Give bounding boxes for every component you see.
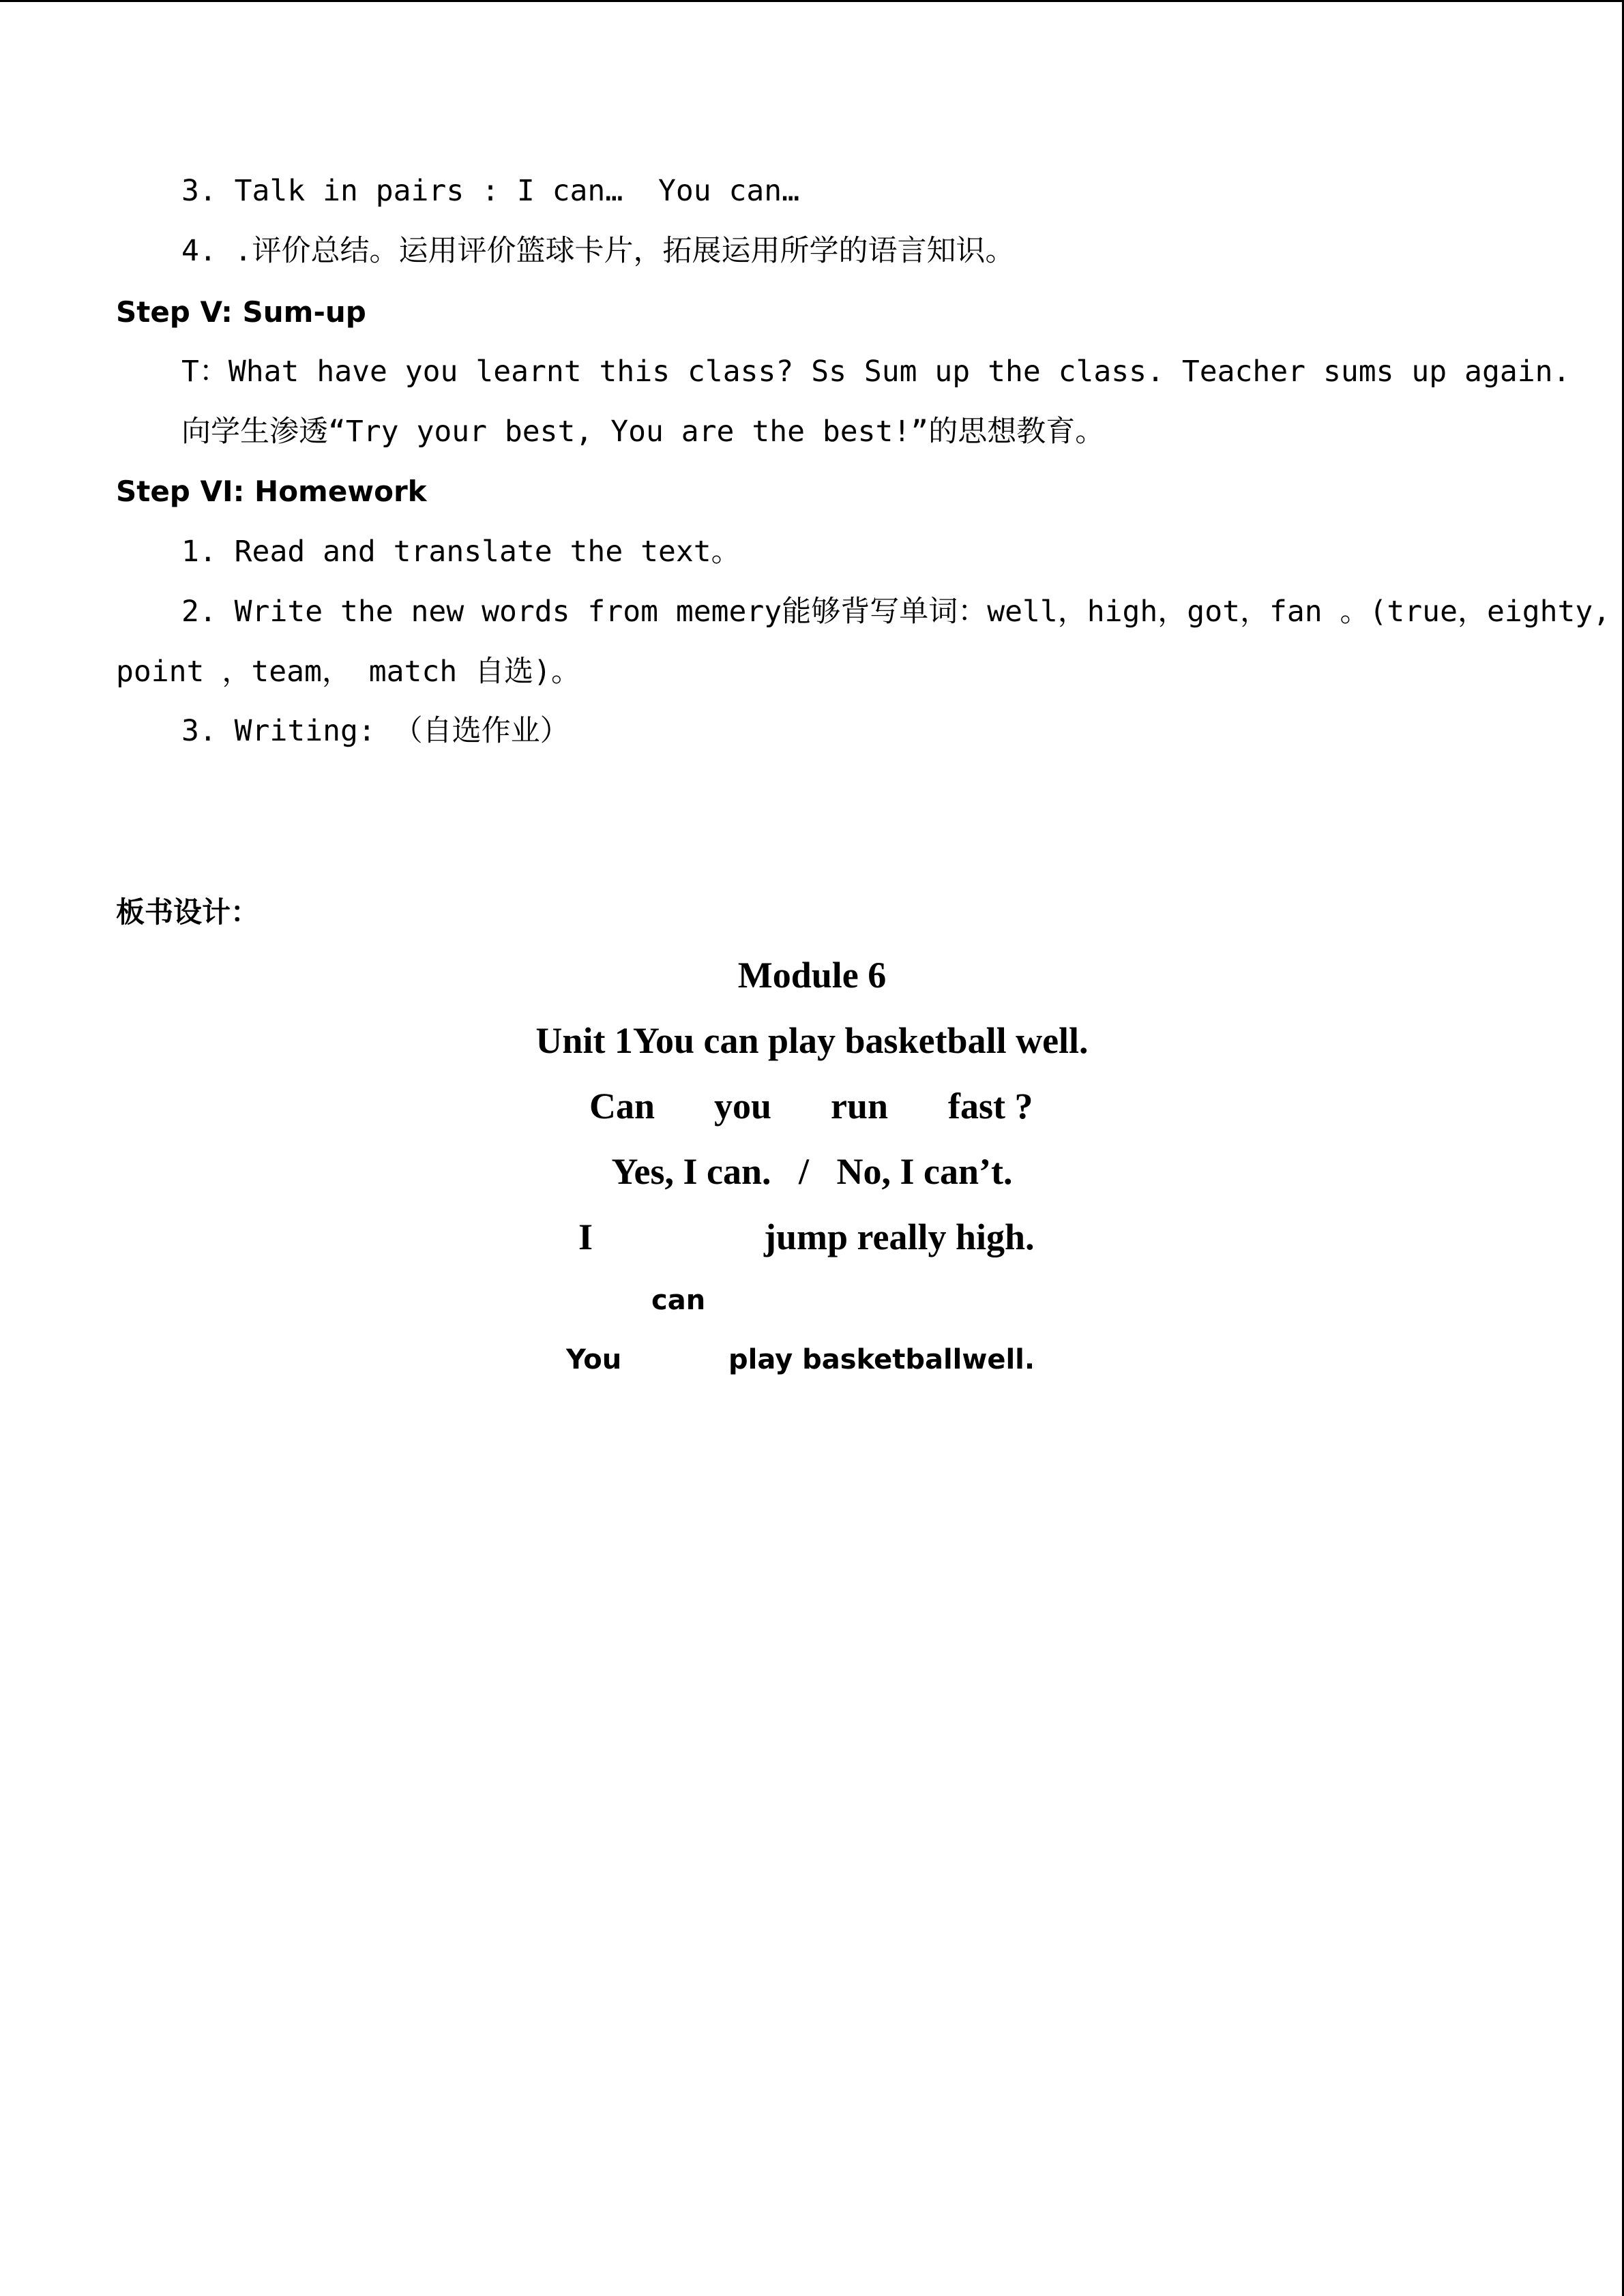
- board-row-play: play basketballwell.: [728, 1344, 1035, 1375]
- step6-heading: Step VI: Homework: [116, 475, 427, 508]
- homework-item-3: 3. Writing: （自选作业）: [181, 714, 570, 748]
- board-question-you: you: [714, 1086, 772, 1127]
- board-row-can: can: [651, 1285, 706, 1316]
- homework-item-2: 2. Write the new words from memery能够背写单词：well，high，got，fan 。(true，eighty,: [181, 595, 1611, 629]
- board-design-heading: 板书设计：: [116, 895, 260, 929]
- board-question-can: Can: [589, 1086, 655, 1127]
- step5-line-2: 向学生渗透“Try your best, You are the best!”的思想教育。: [181, 415, 1105, 449]
- board-row-i: I: [578, 1217, 593, 1257]
- board-unit-title: Unit 1You can play basketball well.: [535, 1020, 1089, 1061]
- board-question-run: run: [831, 1086, 889, 1127]
- activity-item-4: 4. .评价总结。运用评价篮球卡片，拓展运用所学的语言知识。: [181, 234, 1015, 268]
- activity-item-3: 3. Talk in pairs : I can… You can…: [181, 174, 800, 208]
- board-module-title: Module 6: [737, 955, 887, 996]
- homework-item-2-continued: point ，team， match 自选)。: [116, 655, 580, 689]
- step5-heading: Step V: Sum-up: [116, 295, 366, 329]
- homework-item-1: 1. Read and translate the text。: [181, 535, 741, 569]
- board-row-you: You: [566, 1344, 622, 1375]
- board-question-fast: fast ?: [948, 1086, 1033, 1127]
- page-border-top: [0, 0, 1624, 2]
- step5-line-1: T：What have you learnt this class? Ss Sum up the class. Teacher sums up again.: [181, 355, 1571, 389]
- board-answer: Yes, I can. / No, I can’t.: [611, 1151, 1013, 1192]
- board-row-jump: jump really high.: [764, 1217, 1035, 1257]
